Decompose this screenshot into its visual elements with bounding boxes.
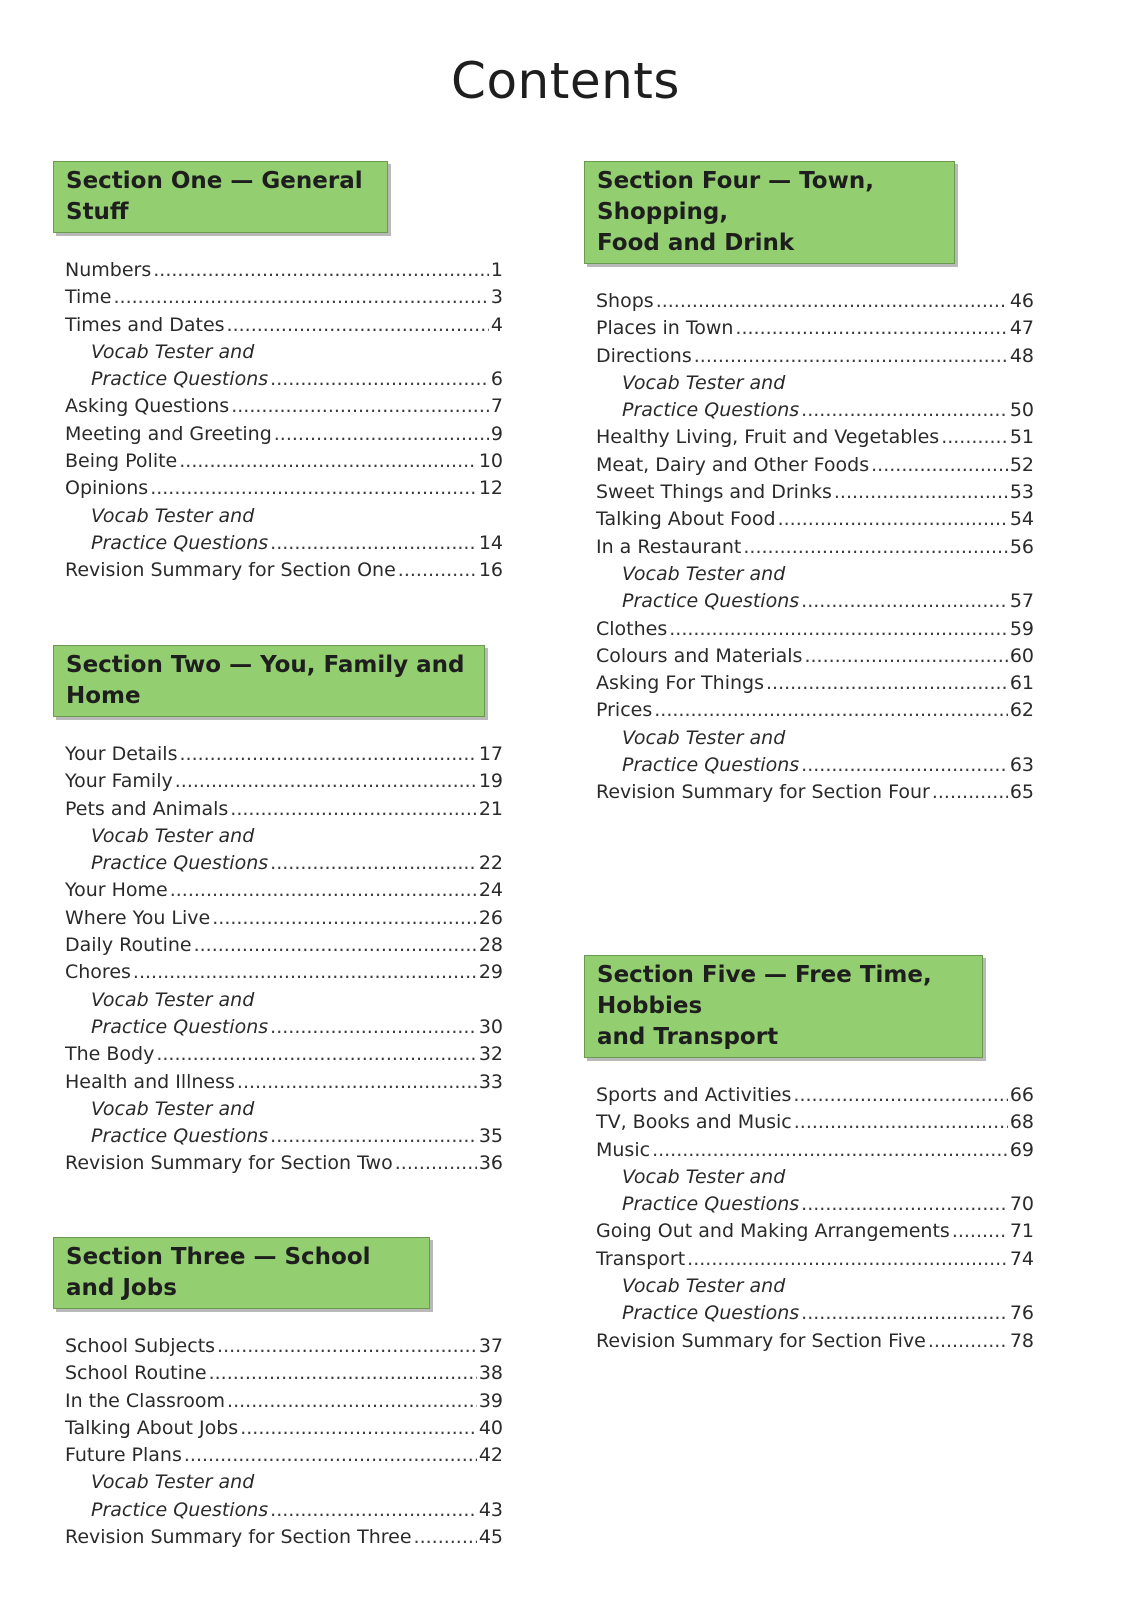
toc-entry-page: 46 [1009,290,1034,312]
toc-entry-title: Chores [65,961,131,984]
section-two-header-text: Section Two — You, Family and Home [66,652,465,709]
toc-entry [596,1164,1034,1191]
toc-leader-dots [778,506,1008,533]
toc-leader-dots [414,1524,477,1551]
toc-leader-dots [801,1191,1008,1218]
toc-entry-page: 16 [478,559,503,582]
toc-entry-title: Vocab Tester and [91,1097,255,1120]
section-four-header-line-1: Section Four — Town, Shopping, [597,168,874,225]
toc-leader-dots [227,312,489,339]
toc-entry [65,475,503,502]
toc-entry [65,1415,503,1442]
toc-entry [596,343,1034,370]
toc-entry-title: Talking About Jobs [65,1416,239,1439]
toc-entry [596,1300,1034,1327]
toc-leader-dots [184,1442,477,1469]
toc-entry-title: Meeting and Greeting [65,422,272,445]
toc-entry-page: 51 [1009,426,1034,449]
toc-leader-dots [398,557,477,584]
toc-entry-title: Your Details [65,743,178,765]
toc-leader-dots [230,796,477,823]
toc-entry-page: 1 [490,259,503,281]
toc-leader-dots [794,1109,1008,1136]
toc-entry-page: 54 [1009,508,1034,531]
toc-entry [596,1328,1034,1355]
toc-leader-dots [231,393,489,420]
toc-entry-title: TV, Books and Music [596,1111,792,1134]
toc-entry-page: 40 [478,1416,503,1439]
toc-entry-page: 38 [478,1362,503,1385]
toc-entry-title: Your Home [65,879,168,902]
section-five-header-line-2: and Transport [597,1024,779,1050]
section-one [53,161,503,585]
toc-entry [596,452,1034,479]
toc-leader-dots [652,1137,1008,1164]
toc-leader-dots [114,284,489,311]
toc-entry-title: Practice Questions [91,1498,269,1521]
toc-entry-title: School Routine [65,1362,207,1385]
toc-entry-page: 60 [1009,644,1034,667]
toc-leader-dots [395,1150,477,1177]
toc-entry-title: Revision Summary for Section Two [65,1152,393,1175]
toc-leader-dots [928,1328,1008,1355]
toc-entry-title: Colours and Materials [596,644,803,667]
section-three-entries [53,1333,503,1551]
toc-entry-title: Asking Questions [65,395,230,418]
section-two [53,645,503,1178]
toc-entry-page: 59 [1009,617,1034,640]
toc-entry-page: 57 [1009,590,1034,613]
toc-leader-dots [687,1246,1008,1273]
toc-entry [596,1246,1034,1273]
toc-entry-page: 26 [478,906,503,929]
toc-entry-title: Going Out and Making Arrangements [596,1220,950,1243]
toc-entry-title: Transport [596,1247,686,1270]
toc-entry [65,1041,503,1068]
toc-entry-title: Asking For Things [596,672,764,695]
toc-entry [65,421,503,448]
toc-entry [65,741,503,768]
toc-entry [65,448,503,475]
toc-entry [65,1150,503,1177]
toc-leader-dots [952,1218,1008,1245]
toc-entry [596,424,1034,451]
toc-entry-page: 69 [1009,1138,1034,1161]
toc-leader-dots [212,905,477,932]
toc-entry [65,503,503,530]
toc-leader-dots [156,1041,476,1068]
toc-leader-dots [270,1497,477,1524]
toc-entry-title: Meat, Dairy and Other Foods [596,453,870,476]
toc-entry [596,616,1034,643]
toc-entry-page: 63 [1009,754,1034,777]
toc-entry-page: 71 [1009,1220,1034,1243]
toc-leader-dots [217,1333,477,1360]
toc-entry-page: 68 [1009,1111,1034,1134]
toc-entry [65,932,503,959]
toc-leader-dots [735,315,1007,342]
toc-entry-title: Shops [596,290,654,312]
toc-entry-page: 36 [478,1152,503,1175]
toc-leader-dots [801,1300,1008,1327]
toc-entry-page: 50 [1009,399,1034,422]
toc-entry-title: Future Plans [65,1444,182,1467]
toc-entry [65,823,503,850]
toc-entry-page: 22 [478,852,503,875]
toc-entry-title: Where You Live [65,906,211,929]
toc-entry-title: Numbers [65,259,152,281]
toc-entry [596,534,1034,561]
toc-entry-title: Vocab Tester and [91,1471,255,1494]
toc-leader-dots [270,366,489,393]
toc-leader-dots [801,752,1008,779]
toc-entry [65,959,503,986]
toc-entry-title: Your Family [65,770,173,793]
toc-entry [65,796,503,823]
toc-entry [65,987,503,1014]
toc-entry [596,315,1034,342]
toc-entry [65,1014,503,1041]
section-two-entries [53,741,503,1178]
toc-entry-page: 10 [478,450,503,473]
toc-entry-page: 78 [1009,1329,1034,1352]
section-four-entries [584,288,1034,807]
section-three-header [53,1237,430,1309]
toc-leader-dots [932,779,1008,806]
toc-entry-title: Prices [596,699,653,722]
toc-leader-dots [240,1415,477,1442]
toc-entry-page: 19 [478,770,503,793]
toc-entry-page: 74 [1009,1247,1034,1270]
toc-leader-dots [941,424,1008,451]
toc-entry-page: 61 [1009,672,1034,695]
toc-entry-title: Practice Questions [91,1125,269,1148]
toc-entry-page: 14 [478,531,503,554]
toc-entry-title: Sweet Things and Drinks [596,481,832,504]
section-one-entries [53,257,503,585]
toc-entry [65,312,503,339]
toc-leader-dots [766,670,1008,697]
toc-entry [65,339,503,366]
toc-entry-title: Times and Dates [65,313,225,336]
section-five-header [584,955,983,1058]
toc-entry-page: 9 [490,422,503,445]
toc-entry [65,1469,503,1496]
toc-entry-title: Practice Questions [622,399,800,422]
toc-entry [596,506,1034,533]
toc-leader-dots [274,421,489,448]
section-five-header-line-1: Section Five — Free Time, Hobbies [597,962,932,1019]
toc-leader-dots [270,530,477,557]
toc-entry [65,877,503,904]
toc-entry-title: Vocab Tester and [622,562,786,585]
toc-entry-title: Vocab Tester and [622,1165,786,1188]
toc-entry-title: Directions [596,344,692,367]
toc-leader-dots [743,534,1007,561]
toc-leader-dots [209,1360,477,1387]
toc-leader-dots [654,697,1008,724]
toc-entry-page: 28 [478,934,503,957]
toc-entry [65,1442,503,1469]
toc-leader-dots [153,257,489,284]
toc-entry-page: 70 [1009,1193,1034,1216]
toc-entry-page: 32 [478,1043,503,1066]
toc-entry-page: 7 [490,395,503,418]
toc-entry-title: Revision Summary for Section One [65,559,396,582]
toc-leader-dots [871,452,1008,479]
toc-entry [596,725,1034,752]
toc-entry-page: 33 [478,1070,503,1093]
toc-entry-page: 29 [478,961,503,984]
toc-leader-dots [175,768,477,795]
toc-entry-page: 56 [1009,535,1034,558]
section-four-header [584,161,955,264]
section-three-header-text: Section Three — School and Jobs [66,1244,371,1301]
toc-entry [596,1137,1034,1164]
toc-entry-title: Practice Questions [622,1193,800,1216]
toc-entry-title: Being Polite [65,450,178,473]
toc-leader-dots [801,588,1008,615]
toc-entry [596,370,1034,397]
toc-entry-page: 53 [1009,481,1034,504]
toc-entry [65,768,503,795]
toc-entry-page: 65 [1009,781,1034,804]
toc-leader-dots [179,741,476,768]
toc-entry [596,670,1034,697]
toc-entry-title: Vocab Tester and [91,988,255,1011]
toc-leader-dots [804,643,1007,670]
toc-leader-dots [694,343,1008,370]
toc-entry-page: 17 [478,743,503,765]
toc-entry-page: 76 [1009,1302,1034,1325]
toc-entry-title: Opinions [65,477,149,500]
toc-leader-dots [270,850,477,877]
toc-entry-title: Revision Summary for Section Five [596,1329,926,1352]
toc-leader-dots [227,1388,477,1415]
toc-entry [596,479,1034,506]
toc-entry [65,1524,503,1551]
toc-entry-title: Practice Questions [91,852,269,875]
toc-entry-title: Revision Summary for Section Three [65,1526,412,1549]
toc-entry-title: Practice Questions [622,754,800,777]
toc-entry-title: The Body [65,1043,155,1066]
toc-entry [65,393,503,420]
toc-entry-page: 47 [1009,317,1034,340]
toc-leader-dots [270,1014,477,1041]
toc-entry-page: 66 [1009,1084,1034,1106]
toc-entry [596,561,1034,588]
toc-entry [596,1082,1034,1109]
toc-entry-title: Healthy Living, Fruit and Vegetables [596,426,940,449]
toc-entry [65,1069,503,1096]
section-one-header-text: Section One — General Stuff [66,168,363,225]
section-two-header [53,645,485,717]
toc-entry [65,530,503,557]
toc-entry [596,779,1034,806]
toc-entry-title: Health and Illness [65,1070,235,1093]
toc-entry [596,1191,1034,1218]
toc-entry-page: 6 [490,368,503,391]
toc-entry [65,284,503,311]
toc-entry-title: Pets and Animals [65,797,229,820]
toc-entry-title: Vocab Tester and [91,824,255,847]
section-one-header [53,161,388,233]
toc-entry [596,697,1034,724]
toc-entry [596,1273,1034,1300]
toc-entry [65,1123,503,1150]
toc-entry-page: 35 [478,1125,503,1148]
toc-entry [596,643,1034,670]
toc-leader-dots [150,475,477,502]
toc-entry [596,1218,1034,1245]
toc-leader-dots [170,877,477,904]
toc-entry [596,1109,1034,1136]
toc-leader-dots [194,932,477,959]
toc-entry [596,288,1034,315]
toc-entry-title: Talking About Food [596,508,776,531]
toc-entry-page: 52 [1009,453,1034,476]
toc-entry-title: Vocab Tester and [622,1275,786,1298]
toc-entry-title: In the Classroom [65,1389,226,1412]
toc-entry-page: 3 [490,286,503,309]
toc-entry-page: 45 [478,1526,503,1549]
toc-leader-dots [179,448,477,475]
toc-entry [65,1360,503,1387]
toc-entry-title: Vocab Tester and [622,371,786,394]
toc-entry [65,850,503,877]
toc-entry [65,905,503,932]
toc-entry [65,366,503,393]
section-four-header-line-2: Food and Drink [597,230,795,256]
toc-entry-title: Sports and Activities [596,1084,792,1106]
toc-entry-title: Daily Routine [65,934,192,957]
toc-entry-title: Practice Questions [622,1302,800,1325]
toc-leader-dots [133,959,477,986]
toc-entry-page: 48 [1009,344,1034,367]
toc-entry-page: 37 [478,1335,503,1357]
toc-leader-dots [801,397,1008,424]
toc-entry-title: School Subjects [65,1335,216,1357]
toc-entry-title: Practice Questions [91,531,269,554]
toc-entry-title: Vocab Tester and [91,340,255,363]
toc-entry-page: 30 [478,1015,503,1038]
toc-entry-title: Time [65,286,112,309]
toc-entry-page: 24 [478,879,503,902]
toc-entry [596,397,1034,424]
section-five [584,955,1034,1355]
toc-entry-page: 62 [1009,699,1034,722]
toc-entry-title: Music [596,1138,651,1161]
toc-entry [65,1096,503,1123]
toc-leader-dots [669,616,1008,643]
toc-leader-dots [270,1123,477,1150]
toc-entry [65,1497,503,1524]
toc-leader-dots [793,1082,1007,1109]
toc-entry-page: 4 [490,313,503,336]
toc-entry [65,1388,503,1415]
toc-leader-dots [656,288,1008,315]
toc-entry-title: Vocab Tester and [622,726,786,749]
toc-entry [596,752,1034,779]
toc-entry-page: 42 [478,1444,503,1467]
toc-entry-title: Practice Questions [91,368,269,391]
toc-leader-dots [237,1069,477,1096]
toc-leader-dots [834,479,1008,506]
toc-entry-title: In a Restaurant [596,535,742,558]
toc-entry-title: Places in Town [596,317,734,340]
section-three [53,1237,503,1551]
toc-entry-title: Practice Questions [91,1015,269,1038]
toc-entry-title: Vocab Tester and [91,504,255,527]
toc-entry [65,1333,503,1360]
toc-entry [596,588,1034,615]
toc-entry-page: 12 [478,477,503,500]
toc-entry-page: 21 [478,797,503,820]
toc-entry-title: Practice Questions [622,590,800,613]
toc-entry-title: Clothes [596,617,668,640]
toc-entry-title: Revision Summary for Section Four [596,781,930,804]
toc-entry-page: 43 [478,1498,503,1521]
toc-entry-page: 39 [478,1389,503,1412]
page-title: Contents [451,52,680,110]
toc-entry [65,557,503,584]
section-five-entries [584,1082,1034,1355]
toc-entry [65,257,503,284]
section-four [584,161,1034,807]
